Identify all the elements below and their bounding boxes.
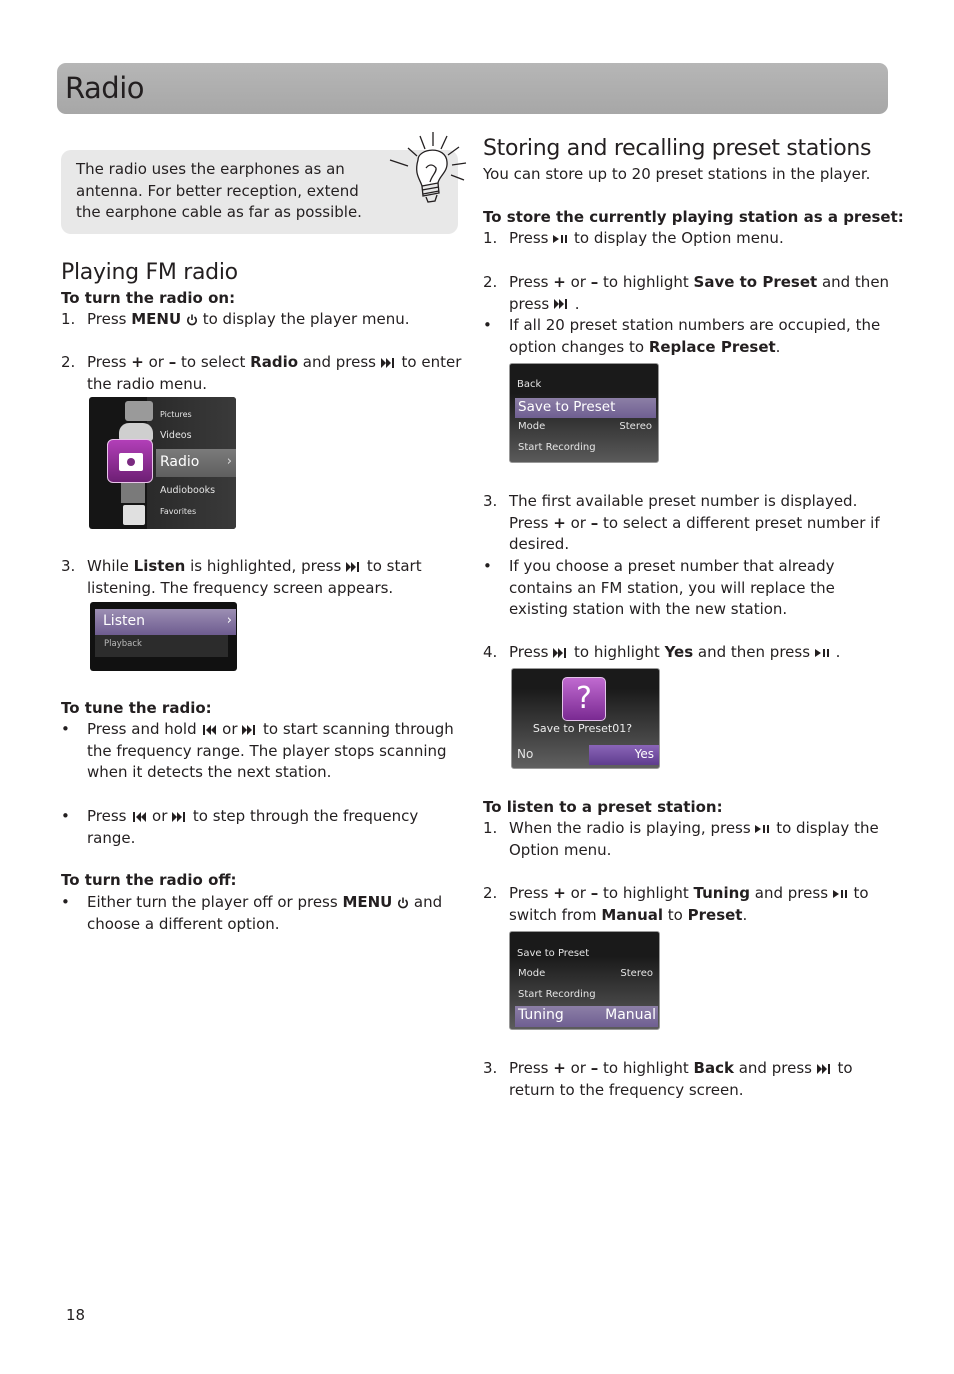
power-icon (397, 897, 409, 909)
menu-item-radio[interactable]: Radio › (156, 449, 236, 477)
pictures-icon (125, 401, 153, 421)
list-item: 3. Press + or – to highlight Back and press to return to the frequency screen. (483, 1059, 853, 1099)
list-item: 3. The first available preset number is displayed. Press + or – to select a different preset number if desired. (483, 492, 880, 553)
no-button[interactable]: No (517, 747, 534, 761)
list-item: • Either turn the player off or press MENU and choose a different option. (61, 893, 443, 933)
yes-button[interactable]: Yes (589, 745, 659, 765)
skip-forward-icon (172, 812, 188, 822)
chevron-right-icon: › (226, 613, 232, 628)
skip-back-icon (201, 725, 217, 735)
list-item: 1. When the radio is playing, press to display the Option menu. (483, 819, 879, 859)
lightbulb-icon (384, 130, 468, 212)
option-tuning[interactable]: Tuning Manual (515, 1006, 658, 1027)
option-mode-value: Stereo (620, 968, 653, 979)
page-title: Radio (65, 71, 144, 105)
list-item: • If you choose a preset number that already contains an FM station, you will replace the existing station with the new station. (483, 557, 835, 618)
menu-item-favorites[interactable]: Favorites (160, 507, 197, 516)
option-mode[interactable]: Mode (518, 968, 546, 979)
skip-forward-icon (242, 725, 258, 735)
play-pause-icon (553, 234, 569, 244)
list-item: • Press and hold or to start scanning through the frequency range. The player stops scanning when it detects the next station. (61, 720, 454, 781)
radio-menu-screen (90, 602, 237, 671)
confirm-prompt: Save to Preset01? (532, 722, 633, 735)
play-pause-icon (815, 648, 831, 658)
option-mode[interactable]: Mode (518, 421, 546, 432)
favorites-icon (123, 505, 145, 525)
list-item: • If all 20 preset station numbers are occupied, the option changes to Replace Preset. (483, 316, 881, 356)
option-save-to-preset[interactable]: Save to Preset (515, 398, 656, 418)
skip-forward-icon (554, 299, 570, 309)
heading-storing-presets: Storing and recalling preset stations (483, 136, 872, 161)
list-item: 3. While Listen is highlighted, press to start listening. The frequency screen appears. (61, 557, 422, 597)
question-icon: ? (562, 677, 606, 721)
option-menu-screen (509, 363, 659, 463)
menu-item-videos[interactable]: Videos (160, 430, 192, 441)
option-save-to-preset[interactable]: Save to Preset (517, 948, 590, 959)
subheading-turn-off: To turn the radio off: (61, 871, 237, 889)
menu-item-pictures[interactable]: Pictures (160, 410, 192, 419)
subheading-store-preset: To store the currently playing station as a preset: (483, 208, 904, 226)
subheading-turn-on: To turn the radio on: (61, 289, 236, 307)
option-start-recording[interactable]: Start Recording (518, 442, 596, 453)
subheading-listen-preset: To listen to a preset station: (483, 798, 723, 816)
list-item: 2. Press + or – to highlight Tuning and press to switch from Manual to Preset. (483, 884, 869, 924)
confirm-dialog-screen (511, 668, 660, 769)
tip-text: The radio uses the earphones as an antenna. For better reception, extend the earphone cable as far as possible. (76, 160, 362, 221)
play-pause-icon (833, 889, 849, 899)
skip-forward-icon (817, 1064, 833, 1074)
power-icon (186, 314, 198, 326)
page-number: 18 (66, 1306, 86, 1324)
intro-text: You can store up to 20 preset stations in the player. (483, 165, 871, 183)
list-item: • Press or to step through the frequency range. (61, 807, 419, 847)
menu-item-audiobooks[interactable]: Audiobooks (160, 485, 216, 496)
radio-icon (107, 439, 153, 483)
option-back[interactable]: Back (517, 379, 542, 390)
list-item: 2. Press + or – to highlight Save to Preset and then press . (483, 273, 890, 313)
list-item: 2. Press + or – to select Radio and press to enter the radio menu. (61, 353, 462, 393)
subheading-tune: To tune the radio: (61, 699, 212, 717)
play-pause-icon (755, 824, 771, 834)
chevron-right-icon: › (226, 454, 232, 469)
heading-playing-fm-radio: Playing FM radio (61, 260, 238, 285)
skip-forward-icon (553, 648, 569, 658)
tuning-option-screen (509, 931, 660, 1030)
title-bar (57, 63, 888, 114)
skip-forward-icon (346, 562, 362, 572)
audiobooks-icon (121, 483, 145, 503)
menu-item-listen[interactable]: Listen › (95, 609, 236, 635)
menu-item-playback[interactable]: Playback (104, 639, 142, 649)
skip-back-icon (131, 812, 147, 822)
option-start-recording[interactable]: Start Recording (518, 989, 596, 1000)
option-mode-value: Stereo (619, 421, 652, 432)
main-menu-screen (89, 397, 236, 529)
skip-forward-icon (381, 358, 397, 368)
